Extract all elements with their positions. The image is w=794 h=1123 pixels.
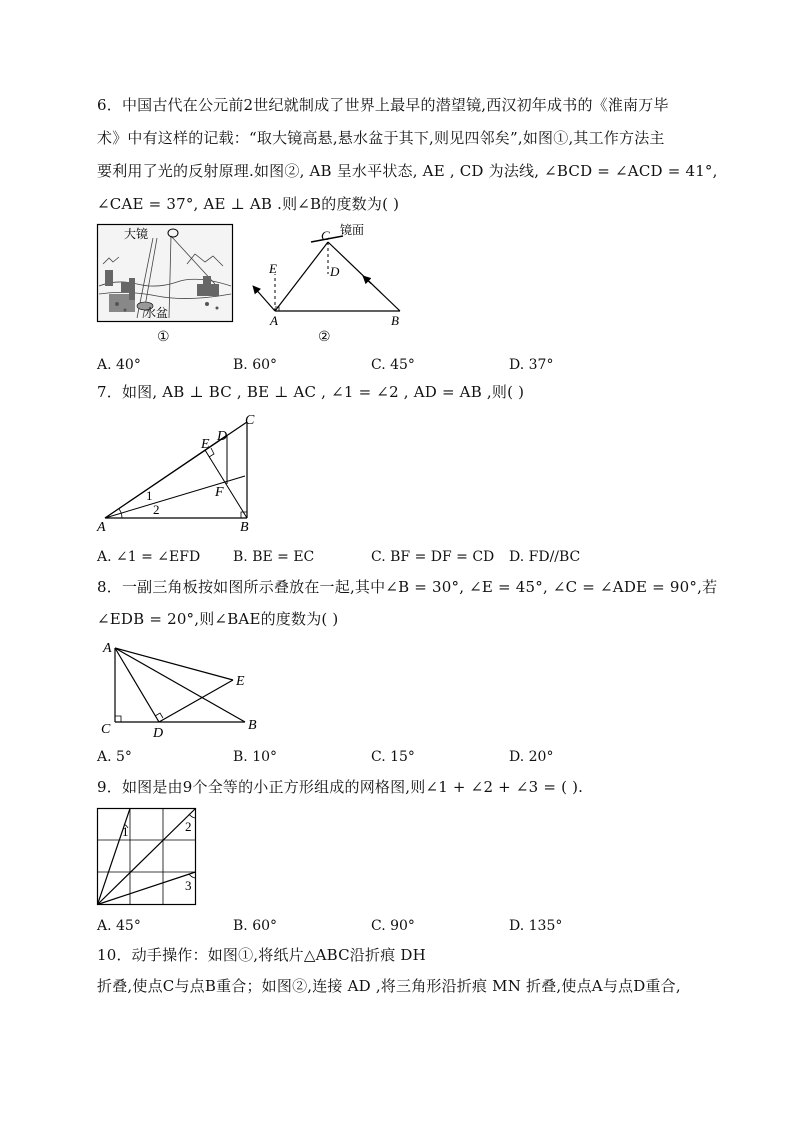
q6-figure-1 <box>97 224 233 324</box>
q6-line-4: ∠CAE = 37°, AE ⊥ AB .则∠B的度数为( ) <box>97 195 400 213</box>
q6-fig2-point-C: C <box>321 228 330 243</box>
q6-fig2-caption: ② <box>318 329 331 345</box>
q7-angle-2: 2 <box>153 502 160 517</box>
q6-line-3: 要利用了光的反射原理.如图②, AB 呈水平状态, AE , CD 为法线, ∠BCD = ∠ACD = 41°, <box>97 162 718 180</box>
q7-figure <box>97 412 267 537</box>
q7-angle-1: 1 <box>146 488 153 503</box>
q7-option-b: B. BE = EC <box>233 549 315 565</box>
q9-option-a: A. 45° <box>97 918 141 934</box>
q9-angle-1: 1 <box>122 824 129 839</box>
q9-stem: 9．如图是由9个全等的小正方形组成的网格图,则∠1 + ∠2 + ∠3 = ( ). <box>97 778 584 796</box>
q7-point-C: C <box>245 413 255 428</box>
q6-fig2-mirror-label: 镜面 <box>340 223 365 237</box>
q6-fig1-caption: ① <box>157 329 170 345</box>
q9-option-c: C. 90° <box>371 918 415 934</box>
q6-option-b: B. 60° <box>233 357 278 373</box>
q6-fig2-point-E: E <box>269 261 277 276</box>
q8-option-d: D. 20° <box>509 749 554 765</box>
q8-line-1: 8．一副三角板按如图所示叠放在一起,其中∠B = 30°, ∠E = 45°, ∠C = ∠ADE = 90°,若 <box>97 578 718 596</box>
q6-fig1-basin-label: 水盆 <box>144 306 169 320</box>
q8-point-C: C <box>101 722 111 737</box>
q8-option-b: B. 10° <box>233 749 278 765</box>
q8-option-c: C. 15° <box>371 749 415 765</box>
q8-point-E: E <box>236 674 245 689</box>
q9-angle-2: 2 <box>185 819 192 834</box>
q9-angle-3: 3 <box>185 878 192 893</box>
q9-figure <box>97 808 197 906</box>
q9-option-d: D. 135° <box>509 918 563 934</box>
q8-option-a: A. 5° <box>97 749 132 765</box>
q7-point-B: B <box>240 520 249 535</box>
q9-option-b: B. 60° <box>233 918 278 934</box>
q7-point-D: D <box>217 429 228 444</box>
q8-point-B: B <box>248 718 257 733</box>
q6-option-d: D. 37° <box>509 357 554 373</box>
q7-point-F: F <box>215 485 224 500</box>
q7-option-d: D. FD//BC <box>509 549 581 565</box>
q10-line-2: 折叠,使点C与点B重合；如图②,连接 AD ,将三角形沿折痕 MN 折叠,使点A与点D重合, <box>97 977 681 995</box>
q10-line-1: 10．动手操作：如图①,将纸片△ABC沿折痕 DH <box>97 946 426 964</box>
q7-point-A: A <box>97 520 106 535</box>
q7-option-a: A. ∠1 = ∠EFD <box>97 549 201 565</box>
q6-fig2-point-A: A <box>270 313 278 328</box>
q8-figure <box>97 638 267 743</box>
q8-point-D: D <box>153 726 164 741</box>
q6-line-2: 术》中有这样的记载：“取大镜高悬,悬水盆于其下,则见四邻矣”,如图①,其工作方法主 <box>97 129 665 147</box>
q6-line-1: 6．中国古代在公元前2世纪就制成了世界上最早的潜望镜,西汉初年成书的《淮南万毕 <box>97 96 669 114</box>
q8-point-A: A <box>103 641 112 656</box>
q6-option-a: A. 40° <box>97 357 141 373</box>
q8-line-2: ∠EDB = 20°,则∠BAE的度数为( ) <box>97 610 339 628</box>
q6-fig2-point-D: D <box>330 264 340 279</box>
q6-figure-2 <box>245 224 415 329</box>
q7-option-c: C. BF = DF = CD <box>371 549 495 565</box>
q6-fig2-point-B: B <box>391 313 399 328</box>
q7-stem: 7．如图, AB ⊥ BC , BE ⊥ AC , ∠1 = ∠2 , AD = AB ,则( ) <box>97 383 525 401</box>
q6-fig1-mirror-label: 大镜 <box>124 227 149 241</box>
q7-point-E: E <box>201 437 210 452</box>
q6-option-c: C. 45° <box>371 357 415 373</box>
